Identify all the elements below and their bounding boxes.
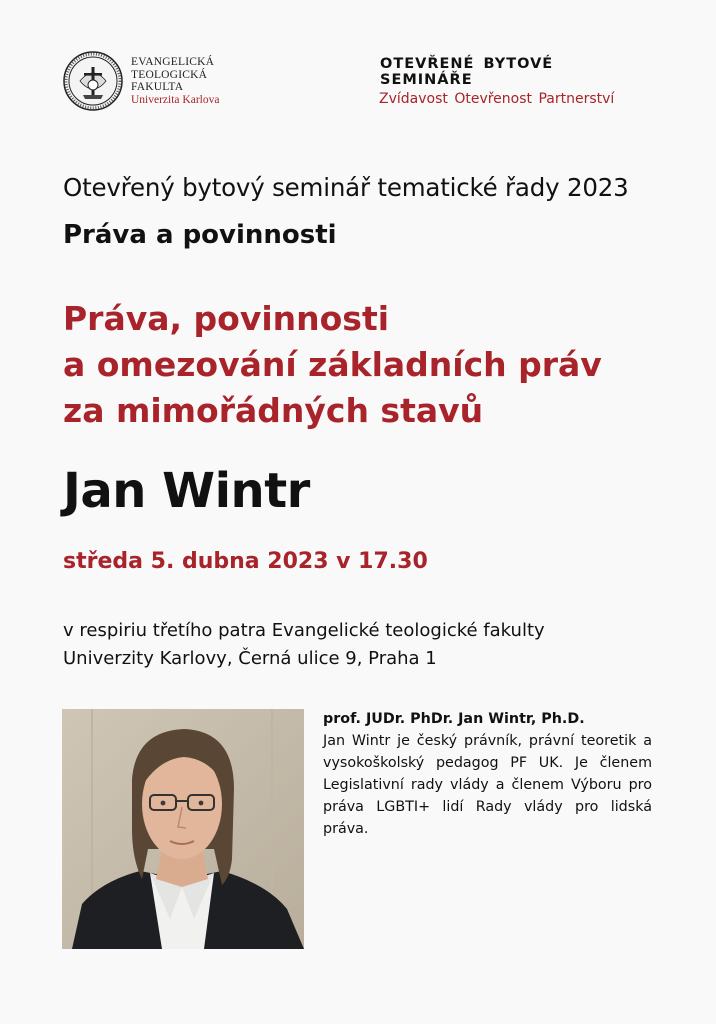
series-theme: Práva a povinnosti — [63, 220, 337, 250]
university-name: Univerzita Karlova — [131, 93, 220, 106]
event-venue — [63, 617, 545, 673]
speaker-photo — [62, 709, 304, 949]
faculty-name-line-3: FAKULTA — [131, 81, 184, 93]
speaker-portrait-icon — [62, 709, 304, 949]
bio-name: prof. JUDr. PhDr. Jan Wintr, Ph.D. — [323, 711, 585, 727]
venue-line-1: v respiriu třetího patra Evangelické teologické fakulty — [63, 620, 545, 641]
event-title — [63, 296, 683, 434]
series-tagline: Zvídavost Otevřenost Partnerství — [379, 91, 615, 107]
event-title-line-3: za mimořádných stavů — [63, 391, 484, 430]
speaker-bio — [323, 708, 652, 840]
speaker-name: Jan Wintr — [63, 463, 310, 519]
faculty-name — [131, 56, 219, 106]
faculty-logo — [63, 50, 227, 112]
faculty-name-line-1: EVANGELICKÁ — [131, 56, 215, 68]
bio-text: Jan Wintr je český právník, právní teoretik a vysokoškolský pedagog PF UK. Je členem Legislativní rady vlády a členem Výboru pro práva LGBTI+ lidí Rady vlády pro lidská práva. — [323, 733, 652, 837]
faculty-name-line-2: TEOLOGICKÁ — [131, 68, 208, 81]
event-subtitle: Otevřený bytový seminář tematické řady 2023 — [63, 173, 629, 202]
series-header — [362, 56, 652, 107]
event-date: středa 5. dubna 2023 v 17.30 — [63, 549, 428, 574]
series-title: OTEVŘENÉ BYTOVÉ SEMINÁŘE — [380, 56, 554, 88]
faculty-seal-icon — [63, 51, 123, 111]
event-title-line-1: Práva, povinnosti — [63, 299, 390, 338]
event-title-line-2: a omezování základních práv — [63, 345, 602, 384]
venue-line-2: Univerzity Karlovy, Černá ulice 9, Praha 1 — [63, 648, 437, 669]
